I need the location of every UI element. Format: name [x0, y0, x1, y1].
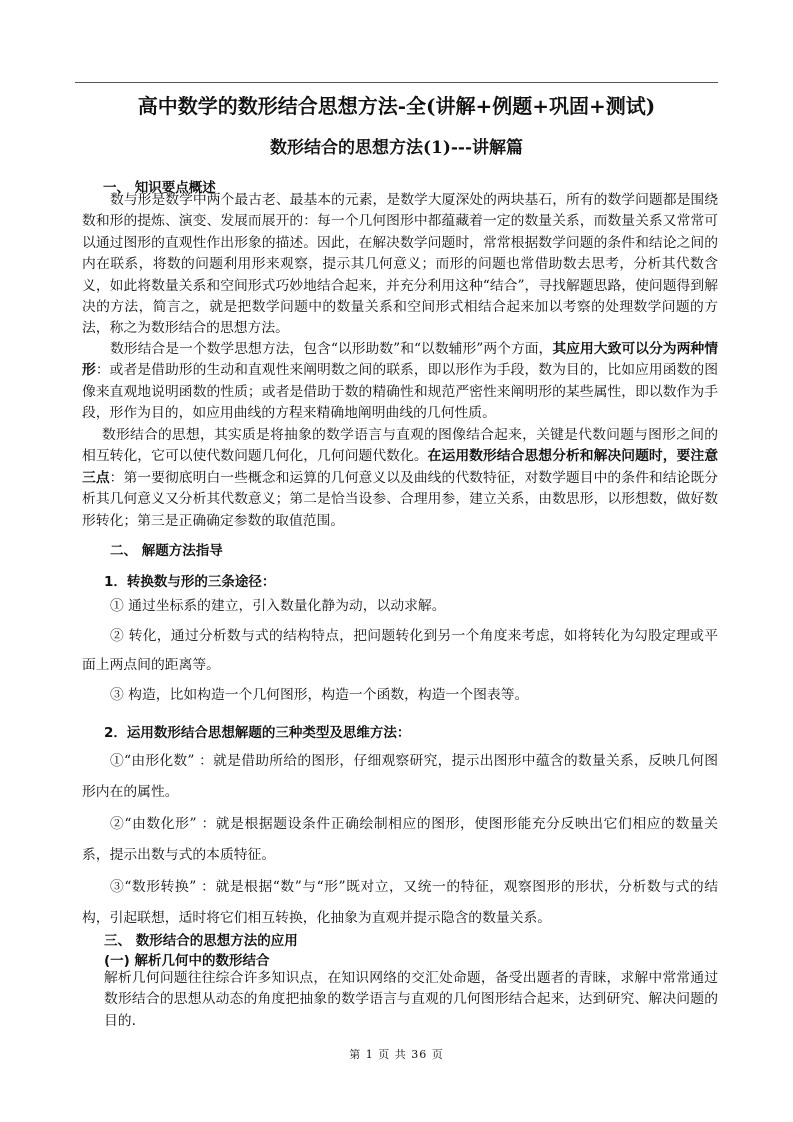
header-rule	[75, 82, 718, 83]
list-item: ①“由形化数” ：就是借助所给的图形，仔细观察研究，提示出图形中蕴含的数量关系，反映几何图形内在的属性。	[82, 753, 718, 800]
bold-text: 其应用大致可以分为两种情形	[82, 341, 718, 379]
document-subtitle: 数形结合的思想方法(1)---讲解篇	[269, 138, 524, 158]
method-list-2	[82, 746, 718, 933]
bold-text: 在运用数形结合思想分析和解决问题时，要注意三点	[82, 448, 719, 486]
section-2-heading: 二、 解题方法指导	[110, 543, 223, 559]
section-1-paragraph-1: 数与形是数学中两个最古老、最基本的元素，是数学大厦深处的两块基石，所有的数学问题都是围绕数和形的提炼、演变、发展而展开的：每一个几何图形中都蕴藏着一定的数量关系，而数量关系又常常可以通过图形的直观性作出形象的描述。因此，在解决数学问题时，常常根据数学问题的条件和结论之间的内在联系，将数的问题利用形来观察，提示其几何意义；而形的问题也常借助数去思考，分析其代数含义，如此将数量关系和空间形式巧妙地结合起来，并充分利用这种“结合”，寻找解题思路，使问题得到解决的方法，简言之，就是把数学问题中的数量关系和空间形式相结合起来加以考察的处理数学问题的方法，称之为数形结合的思想方法。	[82, 192, 718, 337]
section-2-subheading-2: 2．运用数形结合思想解题的三种类型及思维方法：	[104, 725, 411, 741]
list-item: ① 通过坐标系的建立，引入数量化静为动，以动求解。	[110, 598, 446, 614]
section-3-heading: 三、 数形结合的思想方法的应用	[104, 933, 298, 949]
section-2-subheading-1: 1．转换数与形的三条途径：	[104, 574, 276, 590]
list-item: ③ 构造，比如构造一个几何图形，构造一个函数，构造一个图表等。	[110, 686, 529, 703]
list-item: ② 转化，通过分析数与式的结构特点，把问题转化到另一个角度来考虑，如将转化为勾股定理或平面上两点间的距离等。	[82, 627, 718, 673]
document-title: 高中数学的数形结合思想方法-全(讲解+例题+巩固+测试)	[137, 94, 656, 118]
text: ：第一要彻底明白一些概念和运算的几何意义以及曲线的代数特征，对数学题目中的条件和结论既分析其几何意义又分析其代数意义；第二是恰当设参、合理用参，建立关系，由数思形，以形想数，做好数形转化；第三是正确确定参数的取值范围。	[82, 469, 719, 529]
text: 数形结合是一个数学思想方法，包含“以形助数”和“以数辅形”两个方面，	[110, 341, 553, 357]
section-3-paragraph-1: 解析几何问题往往综合许多知识点，在知识网络的交汇处命题，备受出题者的青睐，求解中常常通过数形结合的思想从动态的角度把抽象的数学语言与直观的几何图形结合起来，达到研究、解决问题的目的.	[104, 970, 718, 1029]
method-list-1	[82, 592, 718, 710]
text: 数形结合的思想，其实质是将抽象的数学语言与直观的图像结合起来，关键是代数问题与图形之间的相互转化，它可以使代数问题几何化，几何问题代数化。	[82, 427, 718, 465]
section-1-paragraph-2	[82, 339, 718, 425]
section-1-heading: 一、 知识要点概述	[103, 180, 216, 196]
section-1-paragraph-3	[82, 425, 718, 532]
list-item: ②“由数化形” ：就是根据题设条件正确绘制相应的图形，使图形能充分反映出它们相应的数量关系，提示出数与式的本质特征。	[82, 816, 718, 863]
text: ：或者是借助形的生动和直观性来阐明数之间的联系，即以形作为手段，数为目的，比如应用函数的图像来直观地说明函数的性质；或者是借助于数的精确性和规范严密性来阐明形的某些属性，即以数作为手段，形作为目的，如应用曲线的方程来精确地阐明曲线的几何性质。	[82, 362, 718, 422]
page-number: 第 1 页 共 36 页	[349, 1048, 444, 1061]
section-3-subheading-1: (一) 解析几何中的数形结合	[104, 953, 270, 969]
list-item: ③“数形转换” ：就是根据“数”与“形”既对立，又统一的特征，观察图形的形状，分析数与式的结构，引起联想，适时将它们相互转换，化抽象为直观并提示隐含的数量关系。	[82, 879, 718, 926]
